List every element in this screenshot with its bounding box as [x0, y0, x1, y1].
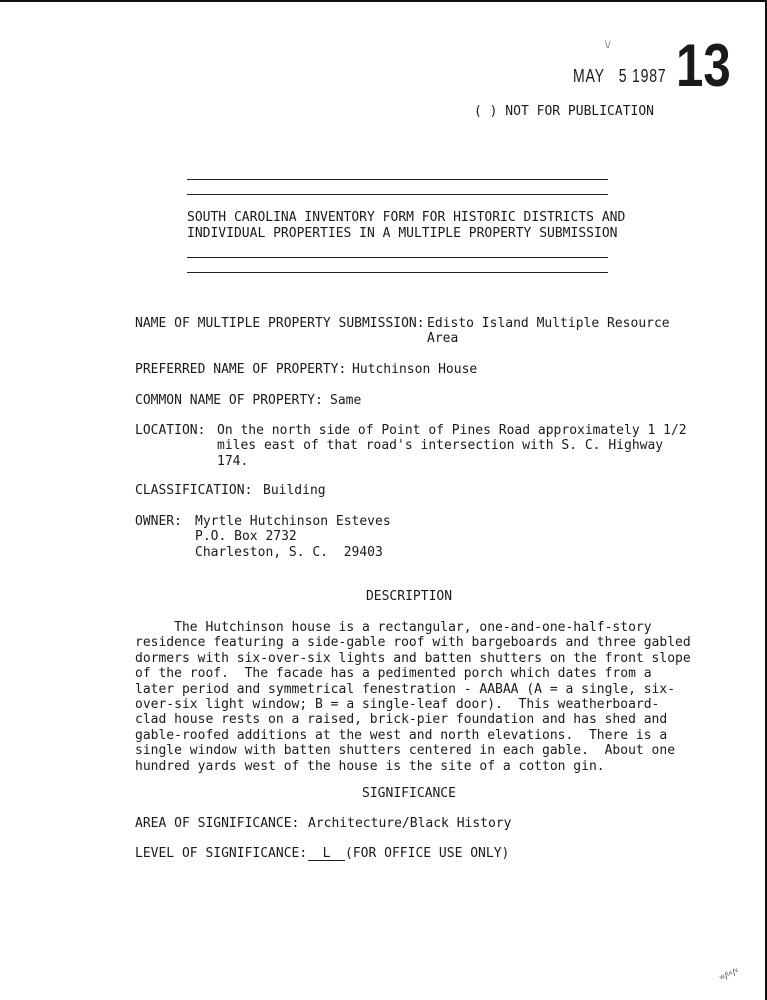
stamp-month: MAY	[573, 66, 605, 86]
description-line: hundred yards west of the house is the site of a cotton gin.	[135, 758, 605, 774]
classification-label: CLASSIFICATION:	[135, 483, 253, 498]
location-label: LOCATION:	[135, 423, 206, 438]
significance-heading: SIGNIFICANCE	[362, 786, 456, 801]
description-line: dormers with six-over-six lights and batten shutters on the front slope	[135, 650, 691, 666]
title-rule-top-1	[187, 179, 608, 180]
location-line-1: On the north side of Point of Pines Road approximately 1 1/2	[217, 423, 687, 438]
common-name-label: COMMON NAME OF PROPERTY:	[135, 393, 323, 408]
description-line: of the roof. The facade has a pedimented porch which dates from a	[135, 666, 652, 682]
description-line: over-six light window; B = a single-leaf door). This weatherboard-	[135, 697, 660, 713]
form-title-line-2: INDIVIDUAL PROPERTIES IN A MULTIPLE PROPERTY SUBMISSION	[187, 226, 618, 241]
submission-label: NAME OF MULTIPLE PROPERTY SUBMISSION:	[135, 316, 425, 331]
not-for-publication-flag: ( ) NOT FOR PUBLICATION	[474, 104, 655, 119]
level-of-significance-value: L	[308, 847, 345, 861]
location-line-2: miles east of that road's intersection with S. C. Highway	[217, 438, 664, 453]
common-name-value: Same	[330, 393, 362, 408]
description-line: single window with batten shutters centered in each gable. About one	[135, 743, 676, 759]
preferred-name-label: PREFERRED NAME OF PROPERTY:	[135, 362, 347, 377]
stamp-date: 5 1987	[618, 66, 667, 86]
form-title-line-1: SOUTH CAROLINA INVENTORY FORM FOR HISTORIC DISTRICTS AND	[187, 210, 626, 225]
owner-address-line-2: Charleston, S. C. 29403	[195, 545, 383, 560]
level-of-significance-row	[308, 846, 509, 861]
classification-value: Building	[263, 483, 326, 498]
description-line: The Hutchinson house is a rectangular, one-and-one-half-story	[135, 620, 652, 635]
owner-name: Myrtle Hutchinson Esteves	[195, 514, 391, 529]
page-number-stamp: 13	[676, 32, 731, 99]
level-of-significance-label: LEVEL OF SIGNIFICANCE:	[135, 846, 308, 861]
area-of-significance-label: AREA OF SIGNIFICANCE:	[135, 816, 300, 831]
owner-address-line-1: P.O. Box 2732	[195, 529, 297, 544]
title-rule-top-2	[187, 194, 608, 195]
scan-edge-top	[0, 0, 767, 2]
title-rule-bottom-2	[187, 272, 608, 273]
submission-value-line-2: Area	[427, 331, 459, 346]
handwritten-initials-mark: ʷ/ˡ⁴/ᵛ	[718, 966, 741, 985]
area-of-significance-value: Architecture/Black History	[308, 816, 512, 831]
owner-label: OWNER:	[135, 514, 182, 529]
submission-value-line-1: Edisto Island Multiple Resource	[427, 316, 670, 331]
description-line: later period and symmetrical fenestration - AABAA (A = a single, six-	[135, 681, 676, 697]
description-line: gable-roofed additions at the west and north elevations. There is a	[135, 727, 668, 743]
handwritten-tick-mark: \/	[605, 40, 611, 51]
preferred-name-value: Hutchinson House	[352, 362, 478, 377]
location-line-3: 174.	[217, 454, 249, 469]
description-line: clad house rests on a raised, brick-pier foundation and has shed and	[135, 712, 668, 728]
description-heading: DESCRIPTION	[365, 589, 453, 604]
title-rule-bottom-1	[187, 257, 608, 258]
received-date-stamp	[573, 66, 666, 87]
description-body	[135, 620, 691, 774]
office-use-note: (FOR OFFICE USE ONLY)	[345, 846, 510, 861]
description-line: residence featuring a side-gable roof with bargeboards and three gabled	[135, 635, 691, 651]
